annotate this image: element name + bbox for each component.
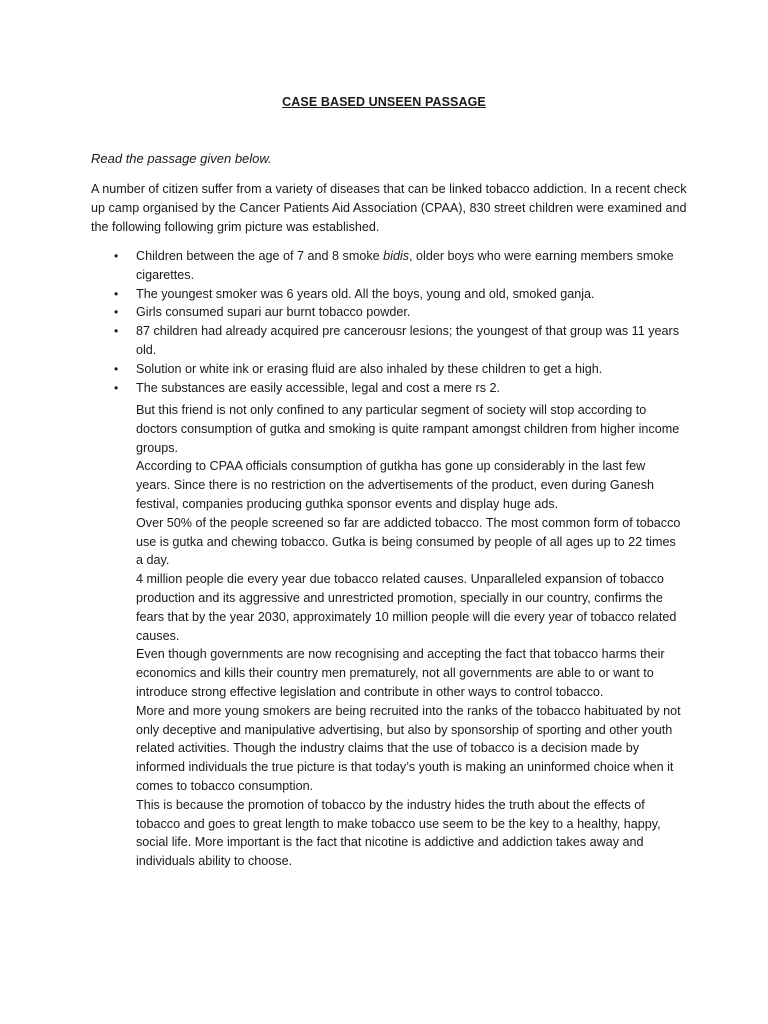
- passage-paragraph: According to CPAA officials consumption of gutkha has gone up considerably in the last few years. Since there is no restriction on the advertisements of the product, even during Ganesh festival, companies producing guthka sponsor events and display huge ads.: [136, 459, 655, 511]
- passage-paragraph: 4 million people die every year due tobacco related causes. Unparalleled expansion of tobacco production and its aggressive and unrestricted promotion, specially in our country, confirms the fears that by the year 2030, approximately 10 million people will die every year of tobacco related causes.: [136, 572, 677, 643]
- list-item-emphasis: bidis: [383, 249, 410, 263]
- list-item: [91, 379, 691, 398]
- list-item-text: Solution or white ink or erasing fluid are also inhaled by these children to get a high.: [136, 361, 603, 376]
- passage-paragraph: Over 50% of the people screened so far are addicted tobacco. The most common form of tobacco use is gutka and chewing tobacco. Gutka is being consumed by people of all ages up to 22 times a day.: [136, 515, 681, 568]
- list-item-text: The substances are easily accessible, legal and cost a mere rs 2.: [136, 380, 501, 395]
- bullet-marker: •: [114, 380, 119, 395]
- list-item: [91, 360, 691, 379]
- list-item-text: 87 children had already acquired pre cancerousr lesions; the youngest of that group was 11 years old.: [136, 324, 680, 357]
- bullet-marker: •: [114, 361, 119, 376]
- list-item: [91, 285, 691, 304]
- document-title: CASE BASED UNSEEN PASSAGE: [282, 95, 486, 109]
- passage-paragraph: Even though governments are now recognising and accepting the fact that tobacco harms their economics and kills their country men prematurely, not all governments are able to or want to introduce strong effective legislation and contribute in other ways to control tobacco.: [136, 647, 665, 699]
- bullet-marker: •: [114, 324, 119, 339]
- list-item-text: Children between the age of 7 and 8 smoke: [136, 249, 384, 263]
- bullet-list: [91, 247, 691, 397]
- bullet-marker: •: [114, 286, 119, 301]
- passage-body: [136, 401, 681, 871]
- list-item: [91, 247, 691, 285]
- passage-paragraph: But this friend is not only confined to any particular segment of society will stop according to doctors consumption of gutka and smoking is quite rampant amongst children from higher income groups.: [136, 403, 680, 455]
- list-item-text: The youngest smoker was 6 years old. All the boys, young and old, smoked ganja.: [136, 286, 595, 301]
- list-item: [91, 322, 691, 360]
- list-item-text: , older boys who were earning members smoke cigarettes.: [136, 249, 674, 282]
- passage-paragraph: More and more young smokers are being recruited into the ranks of the tobacco habituated by not only deceptive and manipulative advertising, but also by sponsorship of sporting and other youth related activities. Though the industry claims that the use of tobacco is a decision made by informed individuals the true picture is that today’s youth is making an uninformed choice when it comes to tobacco consumption.: [136, 703, 681, 793]
- list-item: [91, 303, 691, 322]
- intro-paragraph: A number of citizen suffer from a variety of diseases that can be linked tobacco addiction. In a recent check up camp organised by the Cancer Patients Aid Association (CPAA), 830 street children were examined and the following following grim picture was established.: [91, 182, 687, 234]
- passage-paragraph: This is because the promotion of tobacco by the industry hides the truth about the effects of tobacco and goes to great length to make tobacco use seem to be the key to a healthy, happy, social life. More important is the fact that nicotine is addictive and addiction takes away and individuals ability to choose.: [136, 797, 661, 869]
- bullet-marker: •: [114, 305, 119, 320]
- list-item-text: Girls consumed supari aur burnt tobacco powder.: [136, 305, 411, 320]
- instruction-text: Read the passage given below.: [91, 151, 272, 166]
- bullet-marker: •: [114, 249, 119, 263]
